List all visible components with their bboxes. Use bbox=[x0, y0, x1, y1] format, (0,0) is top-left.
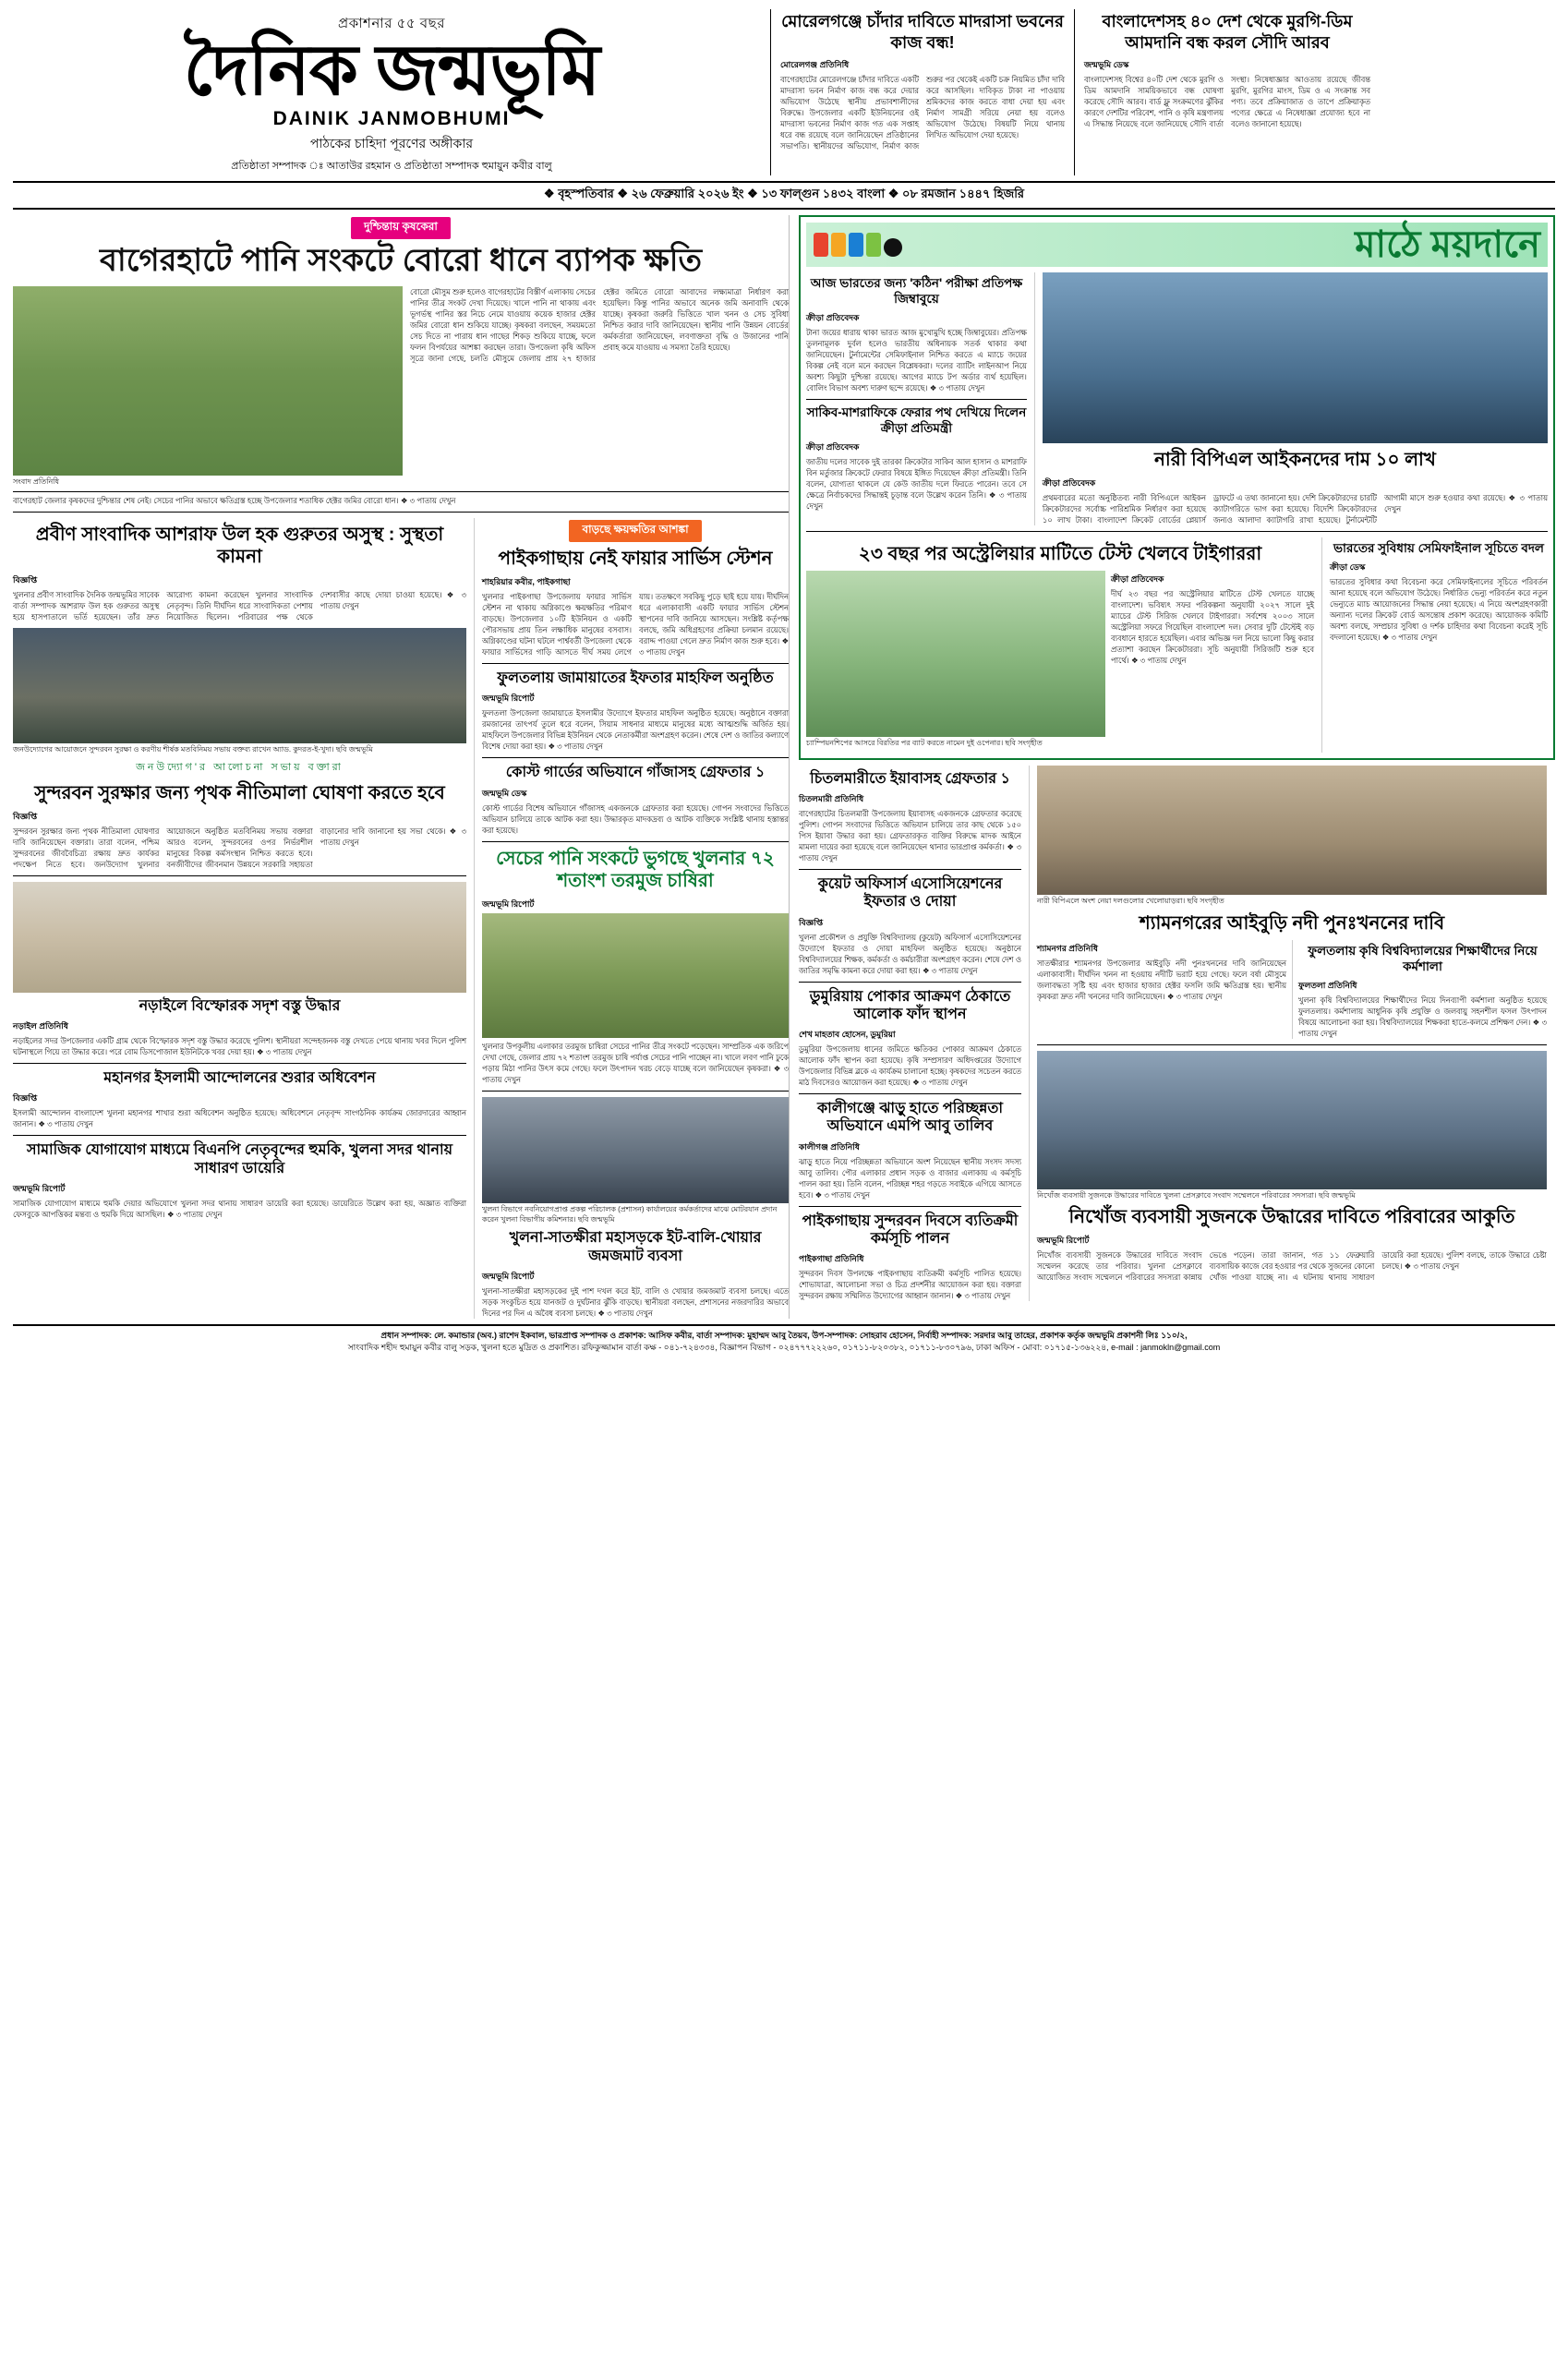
col-a-photo-2 bbox=[13, 882, 466, 993]
col-b bbox=[475, 518, 789, 1319]
col-a-story5-byline: বিজ্ঞপ্তি bbox=[13, 1093, 38, 1104]
col-c-photo-caption: চ্যাম্পিয়নশিপের আসরে বিরতির পর ব্যাট করতে নামেন দুই ওপেনার। ছবি সংগৃহীত bbox=[806, 739, 1043, 748]
footer-line-2: সাংবাদিক শহীদ হুমায়ুন কবীর বালু সড়ক, খুলনা হতে মুদ্রিত ও প্রকাশিত। রফিকুজ্জামান বার্তা কক্ষ - ০৪১-৭২৪৩৩৪, বিজ্ঞাপন বিভাগ - ০২৪৭৭৭২২২৬০, ০১৭১১-৮২০৩৮২, ০১৭১১-৮৩০৭৯৬, ঢাকা অফিস - মোবা: ০১৭১৫-১৩৬২২৪, e-mail : janmokln@gmail.com bbox=[347, 1343, 1221, 1353]
runner-icon bbox=[814, 233, 828, 257]
col-b-body5: খুলনা-সাতক্ষীরা মহাসড়কের দুই পাশ দখল করে ইট, বালি ও খোয়ার জমজমাট ব্যবসা চলছে। এতে সড়ক সংকুচিত হয়ে যানজট ও দুর্ঘটনার ঝুঁকি বাড়ছে। স্থানীয়রা বলছেন, প্রশাসনের নজরদারির অভাবে দিনের পর দিন এ অবৈধ ব্যবসা চলছে। ❖ ৩ পাতায় দেখুন bbox=[482, 1285, 789, 1318]
col-d-body4: খুলনা কৃষি বিশ্ববিদ্যালয়ের শিক্ষার্থীদের নিয়ে দিনব্যাপী কর্মশালা অনুষ্ঠিত হয়েছে ফুলতলায়। কর্মশালায় আধুনিক কৃষি প্রযুক্তি ও জলবায়ু সহনশীল ফসল উৎপাদন বিষয়ে আলোচনা করা হয়। বিশ্ববিদ্যালয়ের শিক্ষকরা হাতে-কলমে প্রশিক্ষণ দেন। ❖ ৩ পাতায় দেখুন bbox=[1298, 995, 1547, 1038]
col-d-body1: প্রথমবারের মতো অনুষ্ঠিতব্য নারী বিপিএলে আইকন ক্রিকেটারদের সর্বোচ্চ পারিশ্রমিক নির্ধারণ করা হয়েছে ১০ লাখ টাকা। বাংলাদেশ ক্রিকেট বোর্ডের প্লেয়ার্স ড্রাফটে এ তথ্য জানানো হয়। দেশি ক্রিকেটারদের চারটি ক্যাটাগরিতে ভাগ করা হয়েছে। বিদেশি ক্রিকেটারদের জন্যও আলাদা ক্যাটাগরি রাখা হয়েছে। টুর্নামেন্টটি আগামী মাসে শুরু হওয়ার কথা রয়েছে। ❖ ৩ পাতায় দেখুন bbox=[1042, 493, 1548, 525]
col-b-photo-melon-image bbox=[482, 913, 789, 1038]
divider-13 bbox=[799, 1093, 1021, 1094]
col-a-photo-1-caption: জনউদ্যোগের আয়োজনে সুন্দরবন সুরক্ষা ও করণীয় শীর্ষক মতবিনিময় সভায় বক্তব্য রাখেন অ্যাড. কুদরত-ই-খুদা। ছবি জন্মভূমি bbox=[13, 745, 373, 754]
sports-bottom-row bbox=[806, 537, 1548, 753]
lead-photo bbox=[13, 286, 403, 476]
sports-banner-title: মাঠে ময়দানে bbox=[1355, 224, 1540, 266]
masthead bbox=[13, 9, 1555, 175]
masthead-title-bn: দৈনিক জন্মভূমি bbox=[183, 31, 600, 110]
top-story-2-body: বাংলাদেশসহ বিশ্বের ৪০টি দেশ থেকে মুরগি ও ডিম আমদানি সাময়িকভাবে বন্ধ ঘোষণা করেছে সৌদি আরব। বার্ড ফ্লু সংক্রমণের ঝুঁকির কারণে দেশটির পরিবেশ, পানি ও কৃষি মন্ত্রণালয় এ সিদ্ধান্ত নিয়েছে বলে জানিয়েছে সৌদি বার্তা সংস্থা। নিষেধাজ্ঞার আওতায় রয়েছে জীবন্ত মুরগি, মুরগির মাংস, ডিম ও এ সংক্রান্ত সব পণ্য। তবে প্রক্রিয়াজাত ও তাপে প্রক্রিয়াকৃত পণ্যের ক্ষেত্রে এ নিষেধাজ্ঞা প্রযোজ্য হবে না বলেও জানানো হয়েছে। bbox=[1084, 75, 1370, 129]
col-d-body2: ভারতের সুবিধার কথা বিবেচনা করে সেমিফাইনালের সূচিতে পরিবর্তন আনা হয়েছে বলে অভিযোগ উঠেছে। নির্ধারিত ভেন্যু পরিবর্তন করে নতুন ভেন্যুতে ম্যাচ আয়োজনের সিদ্ধান্ত নেয়া হয়েছে। এ নিয়ে অংশগ্রহণকারী অন্যান্য দলের ক্রিকেট বোর্ড অসন্তোষ প্রকাশ করেছে। আয়োজক কমিটি অবশ্য বলছে, সম্প্রচার সুবিধা ও দর্শক চাহিদার কথা বিবেচনা করেই সূচি বদলানো হয়েছে। ❖ ৩ পাতায় দেখুন bbox=[1330, 577, 1548, 643]
col-a-story3-headline: সুন্দরবন সুরক্ষার জন্য পৃথক নীতিমালা ঘোষণা করতে হবে bbox=[34, 782, 445, 803]
lead-tag: দুশ্চিন্তায় কৃষকেরা bbox=[351, 217, 451, 239]
col-d-byline2: ক্রীড়া ডেস্ক bbox=[1330, 562, 1366, 573]
col-b-head5: খুলনা-সাতক্ষীরা মহাসড়কে ইট-বালি-খোয়ার জমজমাট ব্যবসা bbox=[509, 1230, 762, 1264]
masthead-title-en: DAINIK JANMOBHUMI bbox=[272, 108, 511, 130]
lead-text-col bbox=[410, 286, 789, 491]
col-d-photo-hall-image bbox=[1037, 766, 1547, 895]
lead-body: বোরো মৌসুম শুরু হলেও বাগেরহাটের বিস্তীর্ণ এলাকায় সেচের পানির তীব্র সংকট দেখা দিয়েছে। খালে পানি না থাকায় এবং ভূগর্ভস্থ পানির স্তর নিচে নেমে যাওয়ায় কয়েক হাজার হেক্টর জমির বোরো ধান শুকিয়ে যাচ্ছে। কৃষকরা বলছেন, সময়মতো সেচ দিতে না পারায় ধান গাছের শিকড় শুকিয়ে যাচ্ছে, ফলে ফলন বিপর্যয়ের আশঙ্কা করছেন তারা। উপজেলা কৃষি অফিস সূত্রে জানা গেছে, চলতি মৌসুমে জেলায় প্রায় ২৭ হাজার হেক্টর জমিতে বোরো আবাদের লক্ষ্যমাত্রা নির্ধারণ করা হয়েছিল। কিন্তু পানির অভাবে অনেক জমি অনাবাদি থেকে যাচ্ছে। কৃষকরা জরুরি ভিত্তিতে খাল খনন ও সেচ সুবিধা নিশ্চিত করার দাবি জানিয়েছেন। স্থানীয় পানি উন্নয়ন বোর্ডের কর্মকর্তারা জানিয়েছেন, লবণাক্ততা বৃদ্ধি ও উজানের পানি প্রবাহ কমে যাওয়ায় এ সমস্যা তৈরি হয়েছে। bbox=[410, 287, 789, 364]
top-story-1-byline: মোরেলগঞ্জ প্রতিনিধি bbox=[780, 60, 850, 69]
col-d-photo-hall bbox=[1037, 766, 1547, 895]
masthead-left bbox=[13, 9, 770, 175]
col-d-byline4: ফুলতলা প্রতিনিধি bbox=[1298, 980, 1357, 990]
sports-icons bbox=[814, 233, 902, 257]
col-d-head2: ভারতের সুবিধায় সেমিফাইনাল সূচিতে বদল bbox=[1333, 541, 1544, 556]
col-c-byline7: কালীগঞ্জ প্রতিনিধি bbox=[799, 1141, 860, 1152]
col-a-story5-headline: মহানগর ইসলামী আন্দোলনের শুরার অধিবেশন bbox=[103, 1070, 376, 1087]
publication-years: প্রকাশনার ৫৫ বছর bbox=[338, 16, 445, 31]
lead-headline: বাগেরহাটে পানি সংকটে বোরো ধানে ব্যাপক ক্ষতি bbox=[99, 243, 702, 279]
sports-photo-cricket-image bbox=[806, 571, 1105, 737]
col-a-story6-byline: জন্মভূমি রিপোর্ট bbox=[13, 1183, 66, 1193]
footer-line-1: প্রধান সম্পাদক: লে. কমান্ডার (অব.) রাশেদ ইকবাল, ভারপ্রাপ্ত সম্পাদক ও প্রকাশক: আসিফ কবীর, বার্তা সম্পাদক: মুহাম্মদ আবু তৈয়ব, উপ-সম্পাদক: সোহরাব হোসেন, নির্বাহী সম্পাদক: সরদার আবু তাহের, প্রকাশক কর্তৃক জন্মভূমি প্রকাশনী লিঃ ১১০/২, bbox=[380, 1330, 1188, 1340]
swimmer-icon bbox=[849, 233, 863, 257]
divider-9 bbox=[806, 399, 1027, 400]
divider-12 bbox=[799, 982, 1021, 983]
col-a-photo-2-image bbox=[13, 882, 466, 993]
right-section bbox=[789, 215, 1555, 1319]
col-d-head4: ফুলতলায় কৃষি বিশ্ববিদ্যালয়ের শিক্ষার্থীদের নিয়ে কর্মশালা bbox=[1308, 943, 1538, 973]
col-a-story2-headline: প্রবীণ সাংবাদিক আশরাফ উল হক গুরুতর অসুস্থ : সুস্থতা কামনা bbox=[35, 525, 444, 568]
col-c-head3: ২৩ বছর পর অস্ট্রেলিয়ার মাটিতে টেস্ট খেলবে টাইগাররা bbox=[858, 544, 1262, 565]
col-c-head5: কুয়েট অফিসার্স এসোসিয়েশনের ইফতার ও দোয়া bbox=[817, 876, 1003, 911]
top-story-1 bbox=[770, 9, 1075, 175]
col-d-body5: নিখোঁজ ব্যবসায়ী সুজনকে উদ্ধারের দাবিতে সংবাদ সম্মেলন করেছে তার পরিবার। খুলনা প্রেসক্লাবে আয়োজিত সংবাদ সম্মেলনে পরিবারের সদস্যরা কান্নায় ভেঙে পড়েন। তারা জানান, গত ১১ ফেব্রুয়ারি ব্যবসায়িক কাজে বের হওয়ার পর থেকে সুজনের কোনো খোঁজ পাওয়া যাচ্ছে না। এ ঘটনায় থানায় সাধারণ ডায়েরি করা হয়েছে। পুলিশ বলছে, তাকে উদ্ধারে চেষ্টা চলছে। ❖ ৩ পাতায় দেখুন bbox=[1037, 1250, 1547, 1283]
col-d-two bbox=[1037, 940, 1547, 1039]
lead-photo-image bbox=[13, 286, 403, 476]
lead-tag-wrap bbox=[13, 217, 789, 239]
top-story-1-body: বাগেরহাটের মোরেলগঞ্জে চাঁদার দাবিতে একটি মাদরাসা ভবন নির্মাণ কাজ বন্ধ করে দেয়ার অভিযোগ উঠেছে স্থানীয় প্রভাবশালীদের বিরুদ্ধে। উপজেলার একটি ইউনিয়নের ওই মাদরাসা ভবনের নির্মাণ কাজ গত এক সপ্তাহ ধরে বন্ধ রয়েছে বলে জানিয়েছেন প্রতিষ্ঠানের সভাপতি। স্থানীয়দের অভিযোগ, নির্মাণ কাজ শুরুর পর থেকেই একটি চক্র নিয়মিত চাঁদা দাবি করে আসছিল। দাবিকৃত টাকা না পাওয়ায় শ্রমিকদের কাজ করতে বাধা দেয়া হয় এবং নির্মাণ সামগ্রী সরিয়ে নেয়া হয় বলেও অভিযোগ উঠেছে। বিষয়টি নিয়ে থানায় লিখিত অভিযোগ দেয়া হয়েছে। bbox=[780, 75, 1065, 151]
col-b-byline1: শাহরিয়ার কবীর, পাইকগাছা bbox=[482, 577, 571, 587]
left-section bbox=[13, 215, 789, 1319]
col-c-body2: জাতীয় দলের সাবেক দুই তারকা ক্রিকেটার সাকিব আল হাসান ও মাশরাফি বিন মর্তুজার ক্রিকেটে ফেরার বিষয়ে ইঙ্গিত দিয়েছেন ক্রীড়া প্রতিমন্ত্রী। তিনি বলেন, যোগ্যতা থাকলে যে কেউ জাতীয় দলে ফিরতে পারেন। তবে সে ক্ষেত্রে নির্বাচকদের সিদ্ধান্তই চূড়ান্ত বলে উল্লেখ করেন তিনি। ❖ ৩ পাতায় দেখুন bbox=[806, 456, 1027, 511]
col-d-photo-panel bbox=[1037, 1051, 1547, 1189]
divider-6 bbox=[482, 757, 789, 758]
lead-photo-caption: সংবাদ প্রতিনিধি bbox=[13, 477, 60, 487]
col-a-story5-body: ইসলামী আন্দোলন বাংলাদেশ খুলনা মহানগর শাখার শুরা অধিবেশন অনুষ্ঠিত হয়েছে। অধিবেশনে নেতৃবৃন্দ সাংগঠনিক কার্যক্রম জোরদারের আহ্বান জানান। ❖ ৩ পাতায় দেখুন bbox=[13, 1108, 466, 1129]
sports-box bbox=[799, 215, 1555, 760]
col-d-head1: নারী বিপিএল আইকনদের দাম ১০ লাখ bbox=[1153, 450, 1436, 471]
col-d-photo-panel-image bbox=[1037, 1051, 1547, 1189]
page-footer bbox=[13, 1324, 1555, 1355]
main-content bbox=[13, 215, 1555, 1319]
col-d-head5: নিখোঁজ ব্যবসায়ী সুজনকে উদ্ধারের দাবিতে পরিবারের আকুতি bbox=[1068, 1207, 1515, 1228]
divider-2 bbox=[13, 875, 466, 876]
top-story-1-headline: মোরেলগঞ্জে চাঁদার দাবিতে মাদরাসা ভবনের কাজ বন্ধ! bbox=[781, 12, 1064, 52]
top-story-2-byline: জন্মভূমি ডেস্ক bbox=[1084, 60, 1129, 69]
col-a-story4-body: নড়াইলের সদর উপজেলার একটি গ্রাম থেকে বিস্ফোরক সদৃশ বস্তু উদ্ধার করেছে পুলিশ। স্থানীয়রা সন্দেহজনক বস্তু দেখতে পেয়ে থানায় খবর দিলে পুলিশ ঘটনাস্থলে গিয়ে তা উদ্ধার করে। পরে বোম ডিসপোজাল ইউনিটকে খবর দেয়া হয়। ❖ ৩ পাতায় দেখুন bbox=[13, 1036, 466, 1057]
col-a-green-tag: জনউদ্যোগ'র আলোচনা সভায় বক্তারা bbox=[136, 761, 344, 773]
sports-bottom-right bbox=[1322, 537, 1548, 753]
col-c-byline3: ক্রীড়া প্রতিবেদক bbox=[1111, 574, 1164, 585]
col-c-body1: টানা জয়ের ধারায় থাকা ভারত আজ মুখোমুখি হচ্ছে জিম্বাবুয়ের। প্রতিপক্ষ তুলনামূলক দুর্বল হলেও ভারতীয় অধিনায়ক সতর্ক থাকার কথা জানিয়েছেন। টুর্নামেন্টের সেমিফাইনাল নিশ্চিত করতে এ ম্যাচে জয়ের বিকল্প নেই বলে মনে করছেন বিশ্লেষকরা। দলের ব্যাটিং লাইনআপ নিয়ে অবশ্য কিছুটা দুশ্চিন্তা রয়েছে। আগের ম্যাচে টপ অর্ডার ব্যর্থ হয়েছিল। বোলিং বিভাগ অবশ্য দারুণ ছন্দে রয়েছে। ❖ ৩ পাতায় দেখুন bbox=[806, 327, 1027, 393]
col-b-head1: পাইকগাছায় নেই ফায়ার সার্ভিস স্টেশন bbox=[498, 549, 773, 570]
col-c-body7: ঝাড়ু হাতে নিয়ে পরিচ্ছন্নতা অভিযানে অংশ নিয়েছেন স্থানীয় সংসদ সদস্য আবু তালিব। পৌর এলাকার প্রধান সড়ক ও বাজার এলাকায় এ কর্মসূচি পালন করা হয়। তিনি বলেন, পরিচ্ছন্ন শহর গড়তে সবাইকে এগিয়ে আসতে হবে। ❖ ৩ পাতায় দেখুন bbox=[799, 1156, 1021, 1200]
col-c-body4: বাগেরহাটের চিতলমারী উপজেলায় ইয়াবাসহ একজনকে গ্রেফতার করেছে পুলিশ। গোপন সংবাদের ভিত্তিতে অভিযান চালিয়ে তার কাছ থেকে ১৫০ পিস ইয়াবা উদ্ধার করা হয়। গ্রেফতারকৃত ব্যক্তির বিরুদ্ধে মাদক আইনে মামলা দায়ের করা হয়েছে বলে জানিয়েছেন থানার ভারপ্রাপ্ত কর্মকর্তা। ❖ ৩ পাতায় দেখুন bbox=[799, 809, 1021, 863]
col-c-byline5: বিজ্ঞপ্তি bbox=[799, 917, 824, 927]
col-b-head2: ফুলতলায় জামায়াতের ইফতার মাহফিল অনুষ্ঠিত bbox=[497, 670, 774, 687]
col-b-photo-conf-image bbox=[482, 1097, 789, 1203]
col-b-tag-wrap bbox=[482, 520, 789, 542]
col-d-head3: শ্যামনগরের আইবুড়ি নদী পুনঃখননের দাবি bbox=[1139, 912, 1445, 934]
col-b-body1: খুলনার পাইকগাছা উপজেলায় ফায়ার সার্ভিস স্টেশন না থাকায় অগ্নিকাণ্ডে ক্ষয়ক্ষতির পরিমাণ বাড়ছে। উপজেলার ১০টি ইউনিয়ন ও একটি পৌরসভায় প্রায় তিন লক্ষাধিক মানুষের বসবাস। অগ্নিকাণ্ডের ঘটনা ঘটলে পার্শ্ববর্তী উপজেলা থেকে ফায়ার সার্ভিসের গাড়ি আসতে দীর্ঘ সময় লেগে যায়। ততক্ষণে সবকিছু পুড়ে ছাই হয়ে যায়। দীর্ঘদিন ধরে এলাকাবাসী একটি ফায়ার সার্ভিস স্টেশন স্থাপনের দাবি জানিয়ে আসছেন। সংশ্লিষ্ট কর্তৃপক্ষ বলছে, জমি অধিগ্রহণের প্রক্রিয়া চলমান রয়েছে। বরাদ্দ পাওয়া গেলে দ্রুত নির্মাণ কাজ শুরু হবে। ❖ ৩ পাতায় দেখুন bbox=[482, 592, 789, 657]
col-d-byline3: শ্যামনগর প্রতিনিধি bbox=[1037, 943, 1098, 953]
sports-photo-team bbox=[1043, 272, 1548, 443]
col-a-story4-byline: নড়াইল প্রতিনিধি bbox=[13, 1021, 68, 1031]
col-c-byline1: ক্রীড়া প্রতিবেদক bbox=[806, 312, 860, 322]
tennis-icon bbox=[866, 233, 881, 257]
col-c-body5: খুলনা প্রকৌশল ও প্রযুক্তি বিশ্ববিদ্যালয় (কুয়েট) অফিসার্স এসোসিয়েশনের উদ্যোগে ইফতার ও দোয়া মাহফিল অনুষ্ঠিত হয়েছে। অনুষ্ঠানে বিশ্ববিদ্যালয়ের শিক্ষক, কর্মকর্তা ও কর্মচারীরা অংশগ্রহণ করেন। শেষে দেশ ও জাতির সমৃদ্ধি কামনা করে দোয়া করা হয়। ❖ ৩ পাতায় দেখুন bbox=[799, 932, 1021, 975]
col-b-photo-caption: খুলনা বিভাগে নবনিয়োগপ্রাপ্ত প্রকল্প পরিচালক (প্রশাসন) কার্যালয়ের কর্মকর্তাদের মাঝে মোটরযান প্রদান করেন খুলনা বিভাগীয় কমিশনার। ছবি জন্মভূমি bbox=[482, 1204, 778, 1224]
col-d-sub-right bbox=[1292, 940, 1547, 1039]
cricket-row bbox=[806, 571, 1314, 753]
sports-photo-team-image bbox=[1043, 272, 1548, 443]
col-c-body3: দীর্ঘ ২৩ বছর পর অস্ট্রেলিয়ার মাটিতে টেস্ট খেলতে যাচ্ছে বাংলাদেশ। ভবিষ্যৎ সফর পরিকল্পনা অনুযায়ী ২০২৭ সালে দুই ম্যাচের টেস্ট সিরিজ খেলবে টাইগাররা। সর্বশেষ ২০০৩ সালে অস্ট্রেলিয়া সফরে গিয়েছিল বাংলাদেশ দল। সেবার দুটি টেস্টেই বড় ব্যবধানে হারতে হয়েছিল। এবার অভিজ্ঞ দল নিয়ে ভালো কিছু করার প্রত্যাশা করছেন ক্রিকেটাররা। সূচি অনুযায়ী সিরিজটি শুরু হবে পার্থে। ❖ ৩ পাতায় দেখুন bbox=[1111, 589, 1314, 666]
col-a-story3-body: সুন্দরবন সুরক্ষার জন্য পৃথক নীতিমালা ঘোষণার দাবি জানিয়েছেন বক্তারা। তারা বলেন, পশ্চিম সুন্দরবনের জীববৈচিত্র্য রক্ষায় দ্রুত কার্যকর পদক্ষেপ নিতে হবে। জনউদ্যোগ খুলনার আয়োজনে অনুষ্ঠিত মতবিনিময় সভায় বক্তারা আরও বলেন, সুন্দরবনের ওপর নির্ভরশীল মানুষের বিকল্প কর্মসংস্থান নিশ্চিত করতে হবে। বনজীবীদের জীবনমান উন্নয়নে সরকারি সহায়তা বাড়ানোর দাবি জানানো হয় সভা থেকে। ❖ ৩ পাতায় দেখুন bbox=[13, 826, 466, 869]
divider-1 bbox=[13, 512, 789, 513]
col-c-head8: পাইকগাছায় সুন্দরবন দিবসে ব্যতিক্রমী কর্মসূচি পালন bbox=[802, 1212, 1019, 1247]
col-b-byline2: জন্মভূমি রিপোর্ট bbox=[482, 694, 535, 704]
col-c-byline8: পাইকগাছা প্রতিনিধি bbox=[799, 1253, 864, 1263]
col-d-photo-caption-1: নারী বিপিএলে অংশ নেয়া দলগুলোর খেলোয়াড়রা। ছবি সংগৃহীত bbox=[1037, 897, 1224, 906]
col-c-byline2: ক্রীড়া প্রতিবেদক bbox=[806, 441, 860, 452]
col-b-byline3: জন্মভূমি ডেস্ক bbox=[482, 788, 527, 798]
col-b-green-head: সেচের পানি সংকটে ভুগছে খুলনার ৭২ শতাংশ তরমুজ চাষিরা bbox=[496, 848, 775, 891]
col-a-story4-headline: নড়াইলে বিস্ফোরক সদৃশ বস্তু উদ্ধার bbox=[139, 998, 341, 1014]
col-b-body4: খুলনার উপকূলীয় এলাকার তরমুজ চাষিরা সেচের পানির তীব্র সংকটে পড়েছেন। সাম্প্রতিক এক জরিপে দেখা গেছে, জেলার প্রায় ৭২ শতাংশ তরমুজ চাষি পর্যাপ্ত সেচের পানি পাচ্ছেন না। খালে লবণ পানি ঢুকে পড়ায় মিঠা পানির উৎস কমে গেছে। ফলে উৎপাদন খরচ বেড়ে যাচ্ছে বলে জানিয়েছেন কৃষকরা। ❖ ৩ পাতায় দেখুন bbox=[482, 1041, 789, 1084]
col-b-head3: কোস্ট গার্ডের অভিযানে গাঁজাসহ গ্রেফতার ১ bbox=[505, 765, 766, 781]
sports-left-col bbox=[806, 272, 1035, 525]
cricket-text-col bbox=[1111, 571, 1314, 753]
col-c-byline4: চিতলমারী প্রতিনিধি bbox=[799, 794, 864, 804]
col-b-photo-conf bbox=[482, 1097, 789, 1203]
col-b-orange-tag: বাড়ছে ক্ষয়ক্ষতির আশঙ্কা bbox=[569, 520, 701, 542]
masthead-slogan: পাঠকের চাহিদা পূরণের অঙ্গীকার bbox=[309, 136, 474, 151]
divider-10 bbox=[806, 531, 1548, 532]
col-b-byline5: জন্মভূমি রিপোর্ট bbox=[482, 1271, 535, 1281]
sports-right-col bbox=[1035, 272, 1548, 525]
lead-photo-col bbox=[13, 286, 410, 491]
sports-bottom-left bbox=[806, 537, 1322, 753]
divider-7 bbox=[482, 841, 789, 842]
col-a-story3-byline: বিজ্ঞপ্তি bbox=[13, 811, 38, 821]
col-a-story2-byline: বিজ্ঞপ্তি bbox=[13, 575, 38, 585]
col-a-story6-body: সামাজিক যোগাযোগ মাধ্যমে হুমকি দেয়ার অভিযোগে খুলনা সদর থানায় সাধারণ ডায়েরি করা হয়েছে। ডায়েরিতে উল্লেখ করা হয়, অজ্ঞাত ব্যক্তিরা ফেসবুকে আপত্তিকর মন্তব্য ও হুমকি দিয়ে আসছিল। ❖ ৩ পাতায় দেখুন bbox=[13, 1198, 466, 1219]
divider-15 bbox=[1037, 1044, 1547, 1045]
lower-right-row bbox=[799, 766, 1555, 1301]
top-story-2 bbox=[1075, 9, 1380, 175]
dateline: ❖ বৃহস্পতিবার ❖ ২৬ ফেব্রুয়ারি ২০২৬ ইং ❖ ১৩ ফাল্গুন ১৪৩২ বাংলা ❖ ০৮ রমজান ১৪৪৭ হিজরি bbox=[13, 181, 1555, 210]
lead-row bbox=[13, 286, 789, 491]
top-story-2-headline: বাংলাদেশসহ ৪০ দেশ থেকে মুরগি-ডিম আমদানি বন্ধ করল সৌদি আরব bbox=[1102, 12, 1353, 52]
sports-photo-cricket bbox=[806, 571, 1105, 737]
col-c-lower bbox=[799, 766, 1030, 1301]
sports-top-row bbox=[806, 272, 1548, 525]
col-d-byline1: ক্রীড়া প্রতিবেদক bbox=[1042, 478, 1096, 488]
masthead-founder: প্রতিষ্ঠাতা সম্পাদক ঃ আতাউর রহমান ও প্রতিষ্ঠাতা সম্পাদক হুমায়ুন কবীর বালু bbox=[231, 161, 552, 173]
col-d-sub-left bbox=[1037, 940, 1292, 1039]
col-b-byline4: জন্মভূমি রিপোর্ট bbox=[482, 899, 535, 909]
col-c-head4: চিতলমারীতে ইয়াবাসহ গ্রেফতার ১ bbox=[810, 771, 1010, 788]
col-c-head6: ডুমুরিয়ায় পোকার আক্রমণ ঠেকাতে আলোক ফাঁদ স্থাপন bbox=[809, 988, 1011, 1022]
col-d-photo-caption-2: নিখোঁজ ব্যবসায়ী সুজনকে উদ্ধারের দাবিতে খুলনা প্রেসক্লাবে সংবাদ সম্মেলনে পরিবারের সদস্যরা। ছবি জন্মভূমি bbox=[1037, 1190, 1356, 1200]
col-d-lower bbox=[1030, 766, 1547, 1301]
col-a-photo-1 bbox=[13, 628, 466, 743]
col-c-head7: কালীগঞ্জে ঝাড়ু হাতে পরিচ্ছন্নতা অভিযানে এমপি আবু তালিব bbox=[816, 1101, 1004, 1135]
col-a-story2-body: খুলনার প্রবীণ সাংবাদিক দৈনিক জন্মভূমির সাবেক বার্তা সম্পাদক আশরাফ উল হক গুরুতর অসুস্থ হয়ে হাসপাতালে ভর্তি হয়েছেন। তাঁর দ্রুত আরোগ্য কামনা করেছেন খুলনার সাংবাদিক নেতৃবৃন্দ। তিনি দীর্ঘদিন ধরে সাংবাদিকতা পেশায় নিয়োজিত ছিলেন। পরিবারের পক্ষ থেকে দেশবাসীর কাছে দোয়া চাওয়া হয়েছে। ❖ ৩ পাতায় দেখুন bbox=[13, 590, 466, 622]
football-icon bbox=[884, 238, 902, 257]
col-c-head2: সাকিব-মাশরাফিকে ফেরার পথ দেখিয়ে দিলেন ক্রীড়া প্রতিমন্ত্রী bbox=[806, 405, 1027, 435]
divider-8 bbox=[482, 1091, 789, 1092]
col-b-photo-melon bbox=[482, 913, 789, 1038]
col-a bbox=[13, 518, 475, 1319]
col-b-body3: কোস্ট গার্ডের বিশেষ অভিযানে গাঁজাসহ একজনকে গ্রেফতার করা হয়েছে। গোপন সংবাদের ভিত্তিতে অভিযান চালিয়ে তাকে আটক করা হয়। উদ্ধারকৃত মাদকদ্রব্য ও আটক ব্যক্তিকে সংশ্লিষ্ট থানায় হস্তান্তর করা হয়েছে। bbox=[482, 802, 789, 835]
col-c-byline6: শেখ মাহতাব হোসেন, ডুমুরিয়া bbox=[799, 1030, 896, 1040]
col-d-byline5: জন্মভূমি রিপোর্ট bbox=[1037, 1236, 1090, 1246]
col-b-body2: ফুলতলা উপজেলা জামায়াতে ইসলামীর উদ্যোগে ইফতার মাহফিল অনুষ্ঠিত হয়েছে। অনুষ্ঠানে বক্তারা রমজানের তাৎপর্য তুলে ধরে বলেন, সিয়াম সাধনার মাধ্যমে মানুষের মধ্যে আত্মশুদ্ধি অর্জিত হয়। মাহফিলে উপজেলার বিভিন্ন ইউনিয়ন থেকে নেতাকর্মীরা অংশগ্রহণ করেন। শেষে দেশ ও জাতির কল্যাণে বিশেষ দোয়া করা হয়। ❖ ৩ পাতায় দেখুন bbox=[482, 708, 789, 752]
left-two-col bbox=[13, 518, 789, 1319]
col-a-story6-headline: সামাজিক যোগাযোগ মাধ্যমে বিএনপি নেতৃবৃন্দের হুমকি, খুলনা সদর থানায় সাধারণ ডায়েরি bbox=[26, 1142, 453, 1176]
col-a-photo-1-image bbox=[13, 628, 466, 743]
lead-footer-note: বাগেরহাট জেলার কৃষকদের দুশ্চিন্তার শেষ নেই। সেচের পানির অভাবে ক্ষতিগ্রস্ত হচ্ছে উপজেলার শতাধিক হেক্টর জমির বোরো ধান। ❖ ৩ পাতায় দেখুন bbox=[13, 491, 789, 506]
divider-3 bbox=[13, 1063, 466, 1064]
divider-5 bbox=[482, 663, 789, 664]
divider-14 bbox=[799, 1206, 1021, 1207]
cyclist-icon bbox=[831, 233, 846, 257]
col-c-body6: ডুমুরিয়া উপজেলায় ধানের জমিতে ক্ষতিকর পোকার আক্রমণ ঠেকাতে আলোক ফাঁদ স্থাপন করা হয়েছে। কৃষি সম্প্রসারণ অধিদপ্তরের উদ্যোগে উপজেলার বিভিন্ন ব্লকে এ কার্যক্রম চালানো হচ্ছে। কৃষকদের সচেতন করতে মাঠ দিবসেরও আয়োজন করা হয়েছে। ❖ ৩ পাতায় দেখুন bbox=[799, 1044, 1021, 1088]
col-c-body8: সুন্দরবন দিবস উপলক্ষে পাইকগাছায় ব্যতিক্রমী কর্মসূচি পালিত হয়েছে। শোভাযাত্রা, আলোচনা সভা ও চিত্র প্রদর্শনীর আয়োজন করা হয়। বক্তারা সুন্দরবন রক্ষায় সম্মিলিত উদ্যোগের আহ্বান জানান। ❖ ৩ পাতায় দেখুন bbox=[799, 1268, 1021, 1301]
col-c-head1: আজ ভারতের জন্য 'কঠিন' পরীক্ষা প্রতিপক্ষ জিম্বাবুয়ে bbox=[810, 276, 1023, 307]
divider-4 bbox=[13, 1135, 466, 1136]
col-d-body3: সাতক্ষীরার শ্যামনগর উপজেলার আইবুড়ি নদী পুনঃখননের দাবি জানিয়েছেন এলাকাবাসী। দীর্ঘদিন খনন না হওয়ায় নদীটি ভরাট হয়ে গেছে। ফলে বর্ষা মৌসুমে জলাবদ্ধতা সৃষ্টি হয় এবং হাজার হাজার হেক্টর ফসলি জমি ক্ষতিগ্রস্ত হয়। স্থানীয় কৃষকরা দ্রুত নদী খননের দাবি জানিয়েছেন। ❖ ৩ পাতায় দেখুন bbox=[1037, 958, 1286, 1001]
sports-banner bbox=[806, 223, 1548, 267]
cricket-photo-col bbox=[806, 571, 1111, 753]
divider-11 bbox=[799, 869, 1021, 870]
